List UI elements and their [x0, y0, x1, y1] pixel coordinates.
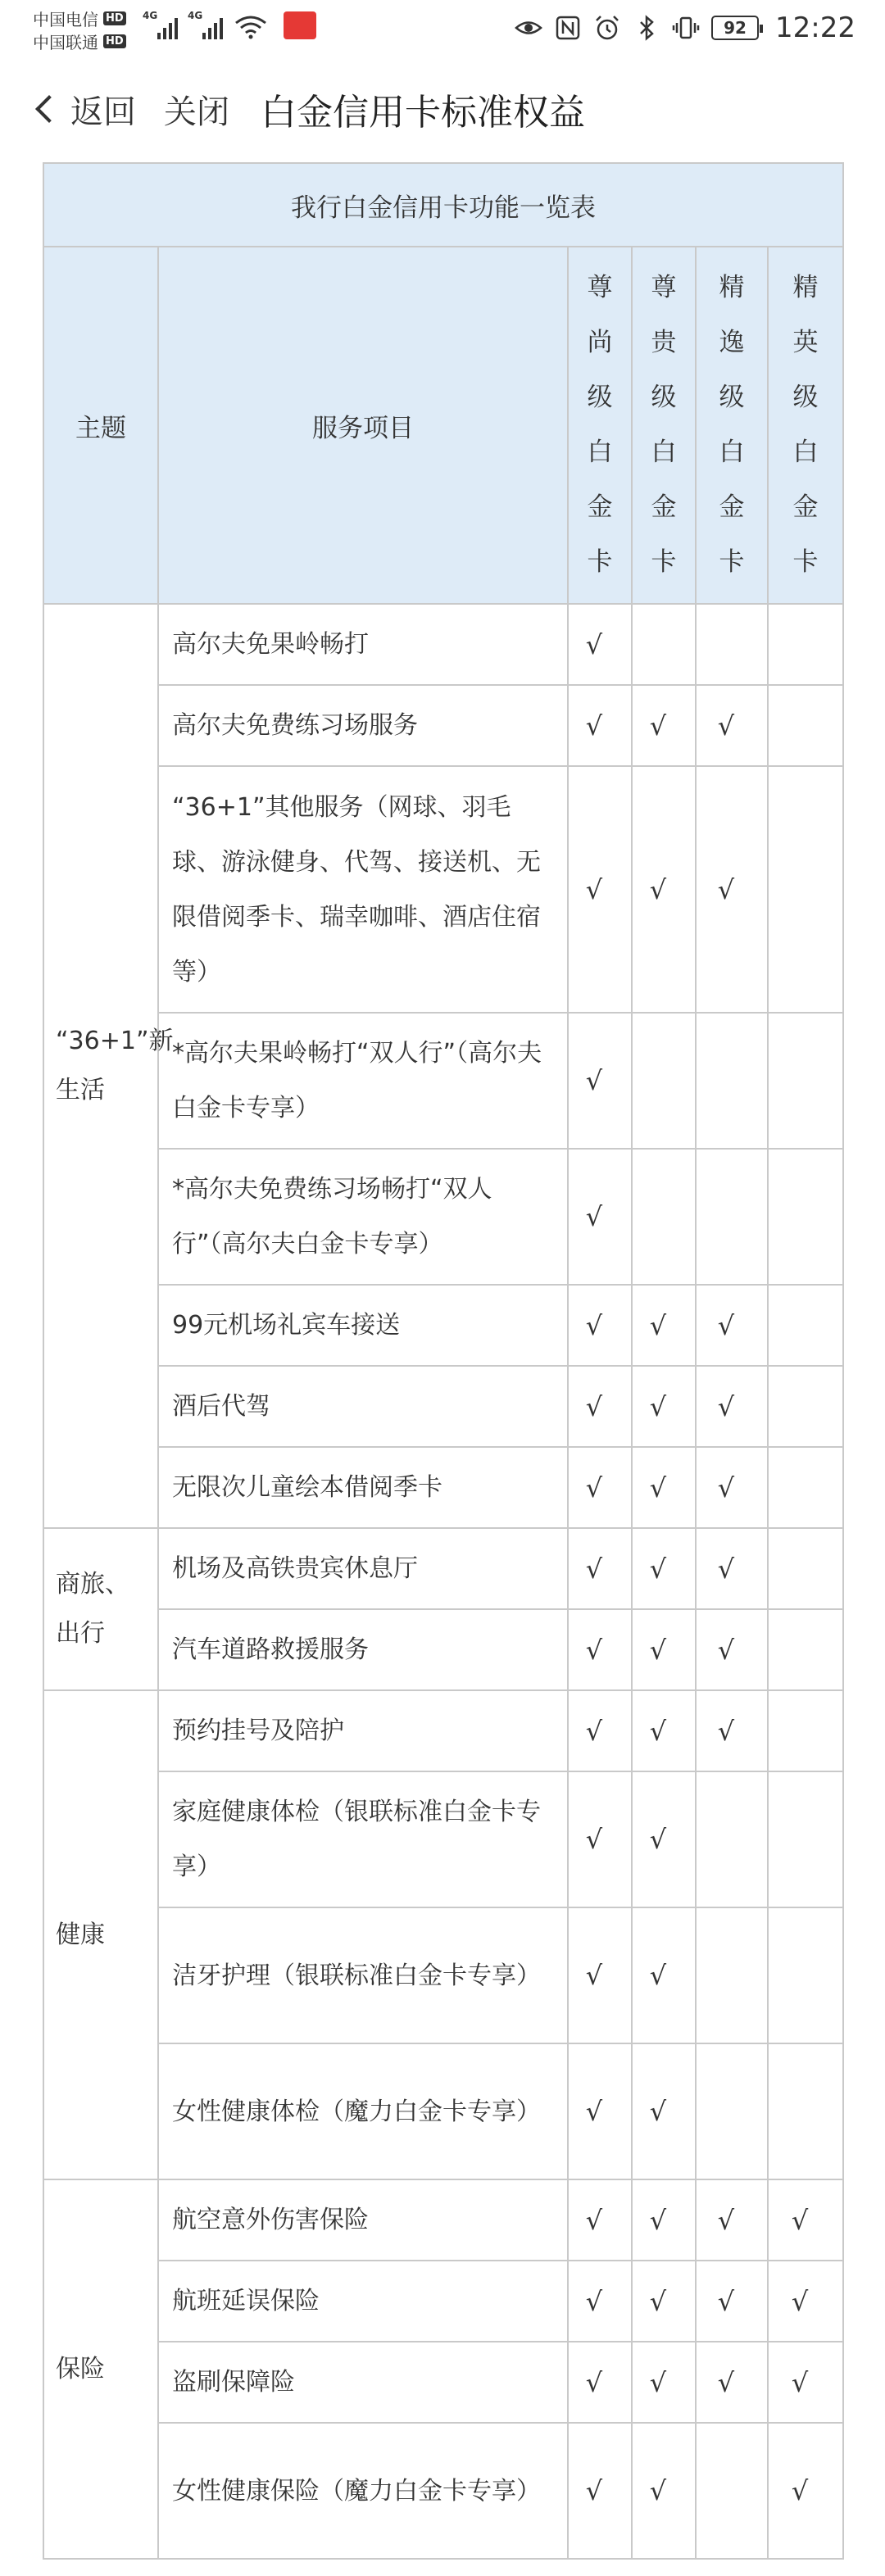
service-item-cell: 高尔夫免费练习场服务	[158, 685, 568, 766]
card-header-char: 卡	[792, 547, 819, 577]
empty-check-cell	[768, 1366, 843, 1447]
table-row	[43, 2043, 843, 2179]
empty-check-cell	[632, 1013, 696, 1149]
service-item-cell: 家庭健康体检（银联标准白金卡专享）	[158, 1771, 568, 1907]
table-caption: 我行白金信用卡功能一览表	[43, 163, 843, 247]
card-header-char: 尊	[587, 273, 613, 302]
card-header-char: 精	[719, 273, 745, 302]
table-row	[43, 1366, 843, 1447]
service-item-cell: 99元机场礼宾车接送	[158, 1285, 568, 1366]
empty-check-cell	[768, 1447, 843, 1528]
check-mark-cell: √	[568, 1690, 632, 1771]
alarm-icon	[593, 14, 621, 42]
card-header-char: 卡	[651, 547, 677, 577]
card-header-char: 金	[792, 492, 819, 522]
check-mark-cell: √	[568, 604, 632, 685]
empty-check-cell	[696, 1013, 768, 1149]
check-mark-cell: √	[568, 1771, 632, 1907]
check-mark-cell: √	[632, 2043, 696, 2179]
theme-cell: “36+1”新生活	[43, 604, 158, 1528]
check-mark-cell: √	[568, 1528, 632, 1609]
empty-check-cell	[768, 766, 843, 1013]
check-mark-cell: √	[568, 1447, 632, 1528]
service-item-cell: *高尔夫免费练习场畅打“双人行”（高尔夫白金卡专享）	[158, 1149, 568, 1285]
check-mark-cell: √	[632, 2342, 696, 2423]
card-header-char: 精	[792, 273, 819, 302]
clock: 12:22	[775, 11, 856, 44]
check-mark-cell: √	[768, 2261, 843, 2342]
card-header-char: 级	[651, 383, 677, 412]
service-item-cell: 汽车道路救援服务	[158, 1609, 568, 1690]
back-button[interactable]	[33, 86, 136, 133]
check-mark-cell: √	[568, 1609, 632, 1690]
eye-icon	[515, 14, 542, 42]
check-mark-cell: √	[632, 1690, 696, 1771]
empty-check-cell	[632, 604, 696, 685]
carrier-1	[33, 7, 126, 30]
check-mark-cell: √	[632, 2423, 696, 2559]
table-row	[43, 2179, 843, 2261]
check-mark-cell: √	[568, 2423, 632, 2559]
header-theme: 主题	[43, 247, 158, 604]
card-header-char: 尚	[587, 328, 613, 357]
check-mark-cell: √	[568, 2342, 632, 2423]
check-mark-cell: √	[568, 2179, 632, 2261]
check-mark-cell: √	[696, 1285, 768, 1366]
check-mark-cell: √	[632, 2179, 696, 2261]
check-mark-cell: √	[632, 1907, 696, 2043]
header-card-2	[632, 247, 696, 604]
page-title: 白金信用卡标准权益	[261, 92, 585, 134]
card-header-char: 级	[792, 383, 819, 412]
service-item-cell: 机场及高铁贵宾休息厅	[158, 1528, 568, 1609]
carrier-2-label: 中国联通	[33, 33, 98, 52]
check-mark-cell: √	[632, 1285, 696, 1366]
empty-check-cell	[768, 604, 843, 685]
theme-cell: 健康	[43, 1690, 158, 2179]
check-mark-cell: √	[696, 1690, 768, 1771]
empty-check-cell	[768, 1013, 843, 1149]
service-item-cell: 航空意外伤害保险	[158, 2179, 568, 2261]
close-button[interactable]: 关闭	[164, 93, 229, 131]
card-header-char: 尊	[651, 273, 677, 302]
check-mark-cell: √	[696, 1447, 768, 1528]
card-header-char: 白	[792, 438, 819, 467]
header-card-3	[696, 247, 768, 604]
check-mark-cell: √	[568, 1013, 632, 1149]
check-mark-cell: √	[632, 1366, 696, 1447]
bluetooth-icon	[633, 14, 660, 42]
check-mark-cell: √	[696, 2261, 768, 2342]
empty-check-cell	[696, 1149, 768, 1285]
empty-check-cell	[696, 2043, 768, 2179]
card-header-char: 金	[587, 492, 613, 522]
check-mark-cell: √	[632, 766, 696, 1013]
check-mark-cell: √	[568, 685, 632, 766]
hd-badge-1: HD	[103, 11, 126, 25]
check-mark-cell: √	[696, 766, 768, 1013]
card-header-char: 级	[719, 383, 745, 412]
service-item-cell: 航班延误保险	[158, 2261, 568, 2342]
table-row	[43, 1907, 843, 2043]
card-header-char: 卡	[587, 547, 613, 577]
chevron-left-icon	[35, 95, 63, 123]
check-mark-cell: √	[696, 2342, 768, 2423]
check-mark-cell: √	[568, 2043, 632, 2179]
benefits-table	[43, 162, 844, 2560]
empty-check-cell	[696, 2423, 768, 2559]
card-header-char: 级	[587, 383, 613, 412]
empty-check-cell	[768, 1149, 843, 1285]
table-row	[43, 1528, 843, 1609]
theme-cell: 保险	[43, 2179, 158, 2559]
signal-group	[144, 11, 316, 39]
empty-check-cell	[768, 685, 843, 766]
back-label: 返回	[70, 93, 136, 131]
empty-check-cell	[768, 1771, 843, 1907]
header-card-1	[568, 247, 632, 604]
status-bar	[0, 0, 885, 57]
card-header-char: 金	[719, 492, 745, 522]
service-item-cell: 女性健康保险（魔力白金卡专享）	[158, 2423, 568, 2559]
card-header-char: 卡	[719, 547, 745, 577]
check-mark-cell: √	[696, 1528, 768, 1609]
check-mark-cell: √	[568, 1907, 632, 2043]
card-header-char: 金	[651, 492, 677, 522]
table-row	[43, 1690, 843, 1771]
empty-check-cell	[632, 1149, 696, 1285]
card-header-char: 白	[651, 438, 677, 467]
check-mark-cell: √	[768, 2342, 843, 2423]
table-row	[43, 766, 843, 1013]
card-header-char: 逸	[719, 328, 745, 357]
empty-check-cell	[768, 1907, 843, 2043]
header-card-4	[768, 247, 843, 604]
check-mark-cell: √	[568, 766, 632, 1013]
check-mark-cell: √	[632, 685, 696, 766]
check-mark-cell: √	[696, 685, 768, 766]
table-row	[43, 1771, 843, 1907]
empty-check-cell	[768, 1528, 843, 1609]
card-header-char: 白	[719, 438, 745, 467]
service-item-cell: 洁牙护理（银联标准白金卡专享）	[158, 1907, 568, 2043]
table-header-row	[43, 247, 843, 604]
carrier-1-label: 中国电信	[33, 10, 98, 29]
table-row	[43, 1447, 843, 1528]
service-item-cell: 女性健康体检（魔力白金卡专享）	[158, 2043, 568, 2179]
table-row	[43, 1149, 843, 1285]
card-header-char: 白	[587, 438, 613, 467]
service-item-cell: 无限次儿童绘本借阅季卡	[158, 1447, 568, 1528]
nfc-icon	[554, 14, 582, 42]
table-row	[43, 2342, 843, 2423]
check-mark-cell: √	[696, 1609, 768, 1690]
service-item-cell: 盗刷保障险	[158, 2342, 568, 2423]
service-item-cell: 酒后代驾	[158, 1366, 568, 1447]
battery-icon: 92	[711, 16, 759, 40]
empty-check-cell	[768, 1285, 843, 1366]
empty-check-cell	[768, 1690, 843, 1771]
table-row	[43, 1609, 843, 1690]
service-item-cell: *高尔夫果岭畅打“双人行”（高尔夫白金卡专享）	[158, 1013, 568, 1149]
check-mark-cell: √	[568, 1285, 632, 1366]
table-row	[43, 2423, 843, 2559]
check-mark-cell: √	[768, 2179, 843, 2261]
wifi-icon	[234, 15, 267, 39]
header-service-item: 服务项目	[158, 247, 568, 604]
signal-2-icon: 4G	[189, 13, 223, 39]
check-mark-cell: √	[568, 1149, 632, 1285]
signal-1-icon: 4G	[144, 13, 178, 39]
service-item-cell: “36+1”其他服务（网球、羽毛球、游泳健身、代驾、接送机、无限借阅季卡、瑞幸咖啡、酒店住宿等）	[158, 766, 568, 1013]
hd-badge-2: HD	[103, 34, 126, 48]
check-mark-cell: √	[696, 1366, 768, 1447]
app-notification-icon	[284, 11, 316, 39]
check-mark-cell: √	[632, 1771, 696, 1907]
check-mark-cell: √	[632, 2261, 696, 2342]
service-item-cell: 预约挂号及陪护	[158, 1690, 568, 1771]
check-mark-cell: √	[632, 1447, 696, 1528]
empty-check-cell	[696, 604, 768, 685]
empty-check-cell	[768, 1609, 843, 1690]
table-row	[43, 685, 843, 766]
benefits-table-container	[43, 162, 842, 2560]
empty-check-cell	[696, 1771, 768, 1907]
theme-cell: 商旅、出行	[43, 1528, 158, 1690]
vibrate-icon	[672, 14, 700, 42]
table-row	[43, 1285, 843, 1366]
card-header-char: 英	[792, 328, 819, 357]
check-mark-cell: √	[568, 1366, 632, 1447]
check-mark-cell: √	[568, 2261, 632, 2342]
empty-check-cell	[768, 2043, 843, 2179]
check-mark-cell: √	[632, 1528, 696, 1609]
carrier-2	[33, 29, 126, 53]
title-bar	[0, 72, 885, 146]
check-mark-cell: √	[696, 2179, 768, 2261]
table-row	[43, 2261, 843, 2342]
check-mark-cell: √	[768, 2423, 843, 2559]
empty-check-cell	[696, 1907, 768, 2043]
status-right	[515, 11, 856, 44]
table-row	[43, 604, 843, 685]
card-header-char: 贵	[651, 328, 677, 357]
service-item-cell: 高尔夫免果岭畅打	[158, 604, 568, 685]
check-mark-cell: √	[632, 1609, 696, 1690]
